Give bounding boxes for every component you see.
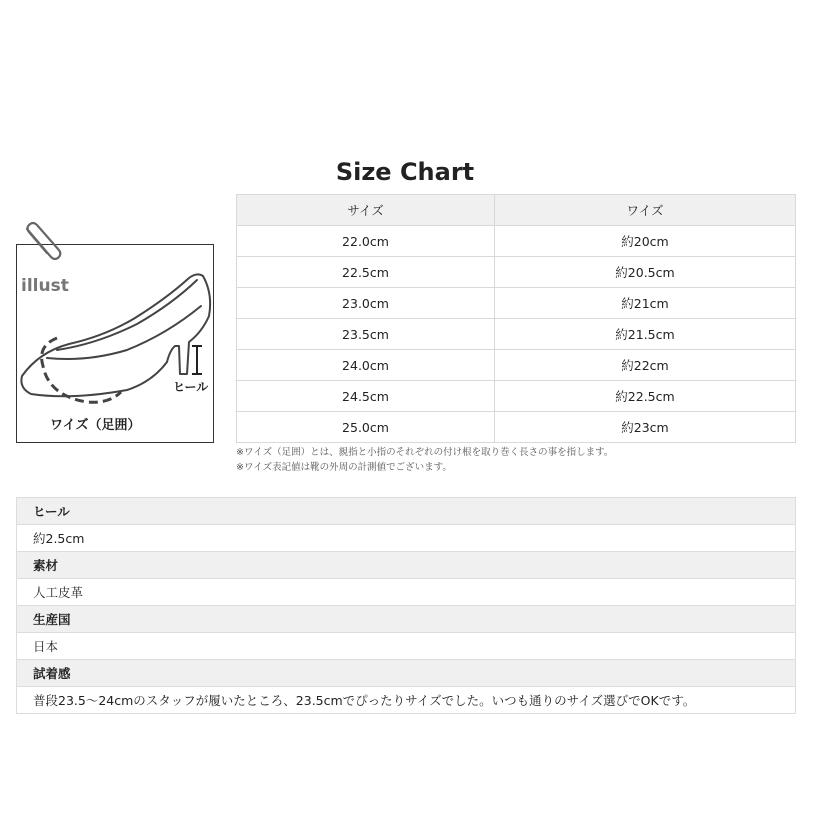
size-cell: 23.0cm <box>237 288 495 319</box>
size-chart-title: Size Chart <box>335 158 475 186</box>
width-cell: 約23cm <box>495 412 796 443</box>
size-table <box>236 194 796 443</box>
spec-value-row <box>17 525 796 552</box>
table-row <box>237 226 796 257</box>
table-row <box>237 412 796 443</box>
size-table-header-row <box>237 195 796 226</box>
product-spec-table <box>16 497 796 714</box>
spec-value-material: 人工皮革 <box>17 579 796 606</box>
size-cell: 22.5cm <box>237 257 495 288</box>
width-cell: 約22cm <box>495 350 796 381</box>
column-header-width: ワイズ <box>495 195 796 226</box>
width-cell: 約21.5cm <box>495 319 796 350</box>
spec-label-fit: 試着感 <box>17 660 796 687</box>
size-cell: 23.5cm <box>237 319 495 350</box>
width-cell: 約20.5cm <box>495 257 796 288</box>
width-cell: 約20cm <box>495 226 796 257</box>
spec-value-origin: 日本 <box>17 633 796 660</box>
size-cell: 24.5cm <box>237 381 495 412</box>
size-cell: 25.0cm <box>237 412 495 443</box>
table-row <box>237 319 796 350</box>
width-measurement-note: ※ワイズ表記値は靴の外周の計測値でございます。 <box>236 462 452 473</box>
width-cell: 約22.5cm <box>495 381 796 412</box>
size-cell: 22.0cm <box>237 226 495 257</box>
table-row <box>237 381 796 412</box>
spec-label-origin: 生産国 <box>17 606 796 633</box>
spec-heading-row <box>17 660 796 687</box>
spec-heading-row <box>17 606 796 633</box>
width-label: ワイズ（足囲） <box>50 418 141 433</box>
spec-label-heel: ヒール <box>17 498 796 525</box>
table-row <box>237 257 796 288</box>
heel-label: ヒール <box>173 380 209 394</box>
size-cell: 24.0cm <box>237 350 495 381</box>
width-definition-note: ※ワイズ（足囲）とは、親指と小指のそれぞれの付け根を取り巻く長さの事を指します。 <box>236 447 614 458</box>
spec-heading-row <box>17 552 796 579</box>
column-header-size: サイズ <box>237 195 495 226</box>
spec-heading-row <box>17 498 796 525</box>
spec-value-row <box>17 633 796 660</box>
spec-value-row <box>17 687 796 714</box>
spec-value-heel: 約2.5cm <box>17 525 796 552</box>
table-row <box>237 288 796 319</box>
table-row <box>237 350 796 381</box>
illust-label: illust <box>21 276 69 296</box>
spec-label-material: 素材 <box>17 552 796 579</box>
spec-value-fit: 普段23.5〜24cmのスタッフが履いたところ、23.5cmでぴったりサイズでした。いつも通りのサイズ選びでOKです。 <box>17 687 796 714</box>
paperclip-icon <box>17 219 63 265</box>
width-cell: 約21cm <box>495 288 796 319</box>
spec-value-row <box>17 579 796 606</box>
